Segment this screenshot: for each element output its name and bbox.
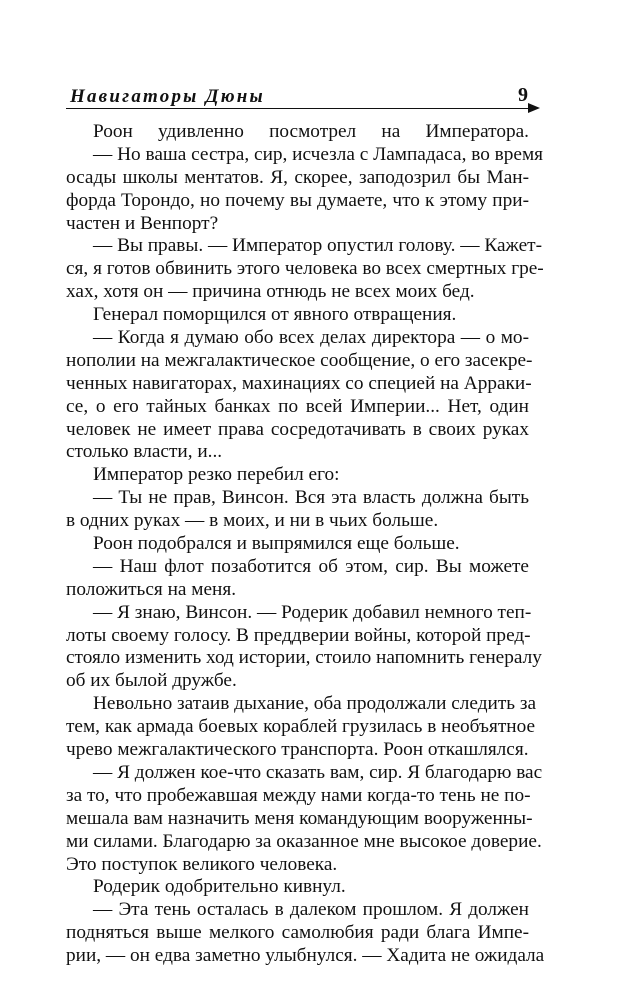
text-line: подняться выше мелкого самолюбия ради блага Импе- (66, 922, 529, 944)
text-line: Невольно затаив дыхание, оба продолжали следить за (93, 693, 537, 715)
text-line: — Наш флот позаботится об этом, сир. Вы можете (93, 555, 529, 577)
text-line: Это поступок великого человека. (66, 853, 338, 875)
running-header (66, 82, 540, 112)
text-line: Роон подобрался и выпрямился еще больше. (93, 533, 460, 555)
text-line: се, о его тайных банках по всей Империи... Нет, один (66, 395, 529, 417)
text-line: нополии на межгалактическое сообщение, о его засекре- (66, 349, 533, 371)
text-line: осады школы ментатов. Я, скорее, заподозрил бы Ман- (66, 166, 529, 188)
text-line: Император резко перебил его: (93, 464, 340, 486)
text-line: в одних руках — в моих, и ни в чьих больше. (66, 510, 439, 532)
text-line: — Я должен кое-что сказать вам, сир. Я благодарю вас (93, 761, 543, 783)
text-line: человек не имеет права сосредотачивать в своих руках (66, 418, 529, 440)
text-line: — Эта тень осталась в далеком прошлом. Я должен (93, 899, 529, 921)
running-title: Навигаторы Дюны (70, 86, 265, 107)
text-line: стояло изменить ход истории, стоило напомнить генералу (66, 647, 542, 669)
header-rule (66, 108, 534, 109)
text-line: чрево межгалактического транспорта. Роон откашлялся. (66, 739, 529, 761)
page-number: 9 (518, 84, 528, 106)
text-line: столько власти, и... (66, 441, 223, 463)
text-line: положиться на меня. (66, 578, 237, 600)
text-line: Генерал поморщился от явного отвращения. (93, 304, 457, 326)
text-line: — Я знаю, Винсон. — Родерик добавил немного теп- (93, 601, 532, 623)
text-line: — Вы правы. — Император опустил голову. — Кажет- (93, 235, 542, 257)
text-line: ся, я готов обвинить этого человека во всех смертных гре- (66, 258, 544, 280)
text-line: мешала вам назначить меня командующим вооруженны- (66, 807, 533, 829)
text-line: Роон удивленно посмотрел на Императора. (93, 121, 529, 142)
text-line: лоты своему голосу. В преддверии войны, которой пред- (66, 624, 531, 646)
text-line: форда Торондо, но почему вы думаете, что к этому при- (66, 189, 529, 211)
text-line: — Когда я думаю обо всех делах директора — о мо- (93, 327, 529, 349)
text-line: за то, что пробежавшая между нами когда-то тень не по- (66, 784, 531, 806)
text-line: рии, — он едва заметно улыбнулся. — Хадита не ожидала (66, 945, 545, 967)
text-line: частен и Венпорт? (66, 212, 219, 234)
text-line: тем, как армада боевых кораблей грузилась в необъятное (66, 716, 536, 738)
body-text (66, 121, 545, 968)
text-line: ми силами. Благодарю за оказанное мне высокое доверие. (66, 830, 542, 852)
rule-arrow-icon (528, 103, 540, 113)
text-line: — Но ваша сестра, сир, исчезла с Лампадаса, во время (93, 143, 544, 165)
text-line: Родерик одобрительно кивнул. (93, 876, 346, 898)
text-line: ченных навигаторах, махинациях со специей на Арраки- (66, 372, 532, 394)
text-line: — Ты не прав, Винсон. Вся эта власть должна быть (93, 487, 529, 509)
text-line: об их былой дружбе. (66, 670, 237, 692)
text-line: хах, хотя он — причина отнюдь не всех моих бед. (66, 281, 475, 303)
